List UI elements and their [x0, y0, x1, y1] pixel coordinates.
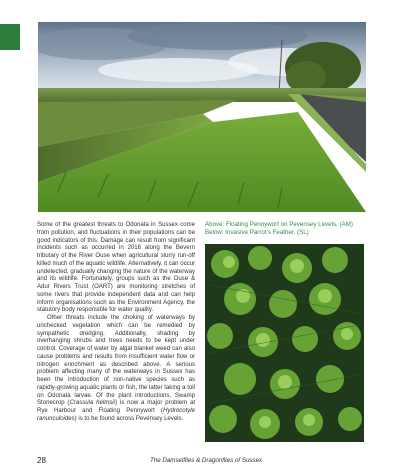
- species-name: Crassula helmsii: [69, 400, 115, 407]
- species-name: Hydrocotyle ranunculoides: [37, 408, 195, 422]
- page-number: 28: [37, 456, 46, 465]
- photo-captions: [205, 221, 367, 237]
- paragraph-text: Other threats include the choking of waterways by unchecked vegetation which can be remedied by sympathetic dredging. Additionally, shading by overhanging shrubs and trees needs to be kept under control. Coverage of water by algal blanket weed can also cause problems and results from insufficient water flow or nitrogen enrichment as described above. A serious problem affecting many of the waterways in Sussex has been the introduction of non-native species such as rapidly-growing aquatic plants or fish, the latter taking a toll on Odonata larvae. Of the plant introductions, Swamp Stonecrop (: [37, 315, 195, 407]
- paragraph-other-threats: [37, 315, 195, 424]
- caption-below: Below: Invasive Parrot’s Feather. (SL): [205, 229, 309, 236]
- paragraph-text: ) is to be found across Pevensey Levels.: [74, 415, 184, 422]
- caption-above: Above: Floating Pennywort on Pevensey Levels. (AM): [205, 221, 353, 228]
- section-color-tab: [0, 24, 20, 50]
- book-title-footer: The Damselflies & Dragonflies of Sussex: [150, 457, 263, 464]
- main-body-text: [37, 222, 195, 424]
- paragraph-text: ) is now a major problem at Rye Harbour and Floating Pennywort (: [37, 400, 196, 414]
- paragraph-pollution: Some of the greatest threats to Odonata in Sussex come from pollution, and fluctuations in their populations can be good indicators of this. Damage can result from significant incidents such as occurred in 2016 along the Bevern tributary of the River Ouse when agricultural slurry run-off killed much of the aquatic wildlife. Alternatively, it can occur undetected, gradually changing the nature of the waterway and its wildlife. Fortunately, groups such as the Ouse & Adur Rivers Trust (OART) are monitoring stretches of some rivers that provide independent data and can help inform organisations such as the Environment Agency, the statutory body responsible for water quality.: [37, 222, 195, 314]
- parrots-feather-photo: [205, 244, 364, 442]
- river-levels-photo: [38, 22, 366, 212]
